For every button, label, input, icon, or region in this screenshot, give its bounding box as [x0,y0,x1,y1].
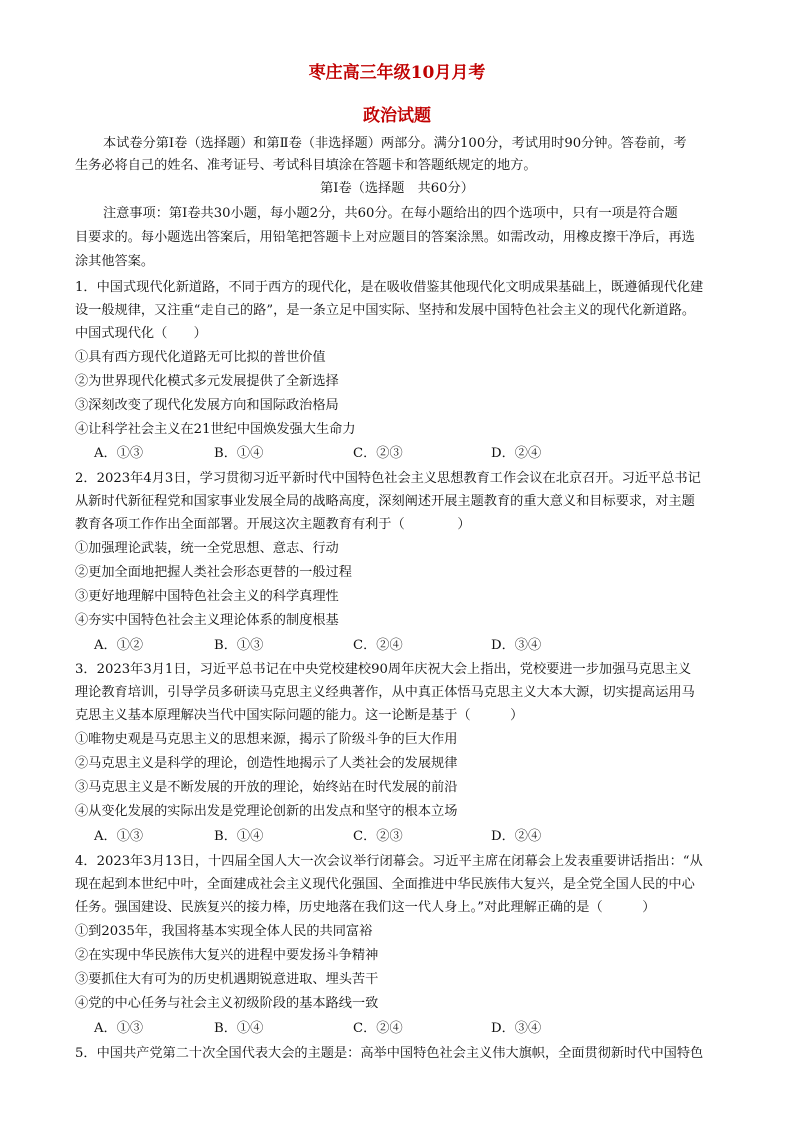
question-1-item: ①具有西方现代化道路无可比拟的普世价值 [75,350,326,365]
question-2-stem: 从新时代新征程党和国家事业发展全局的战略高度，深刻阐述开展主题教育的重大意义和目标要求，对主题 [75,494,695,509]
question-4-item: ②在实现中华民族伟大复兴的进程中要发扬斗争精神 [75,948,379,963]
option-b[interactable]: B．①④ [214,1021,264,1036]
option-d[interactable]: D．③④ [491,638,542,653]
question-3-item: ①唯物史观是马克思主义的思想来源，揭示了阶级斗争的巨大作用 [75,732,458,747]
question-4-stem: 现在起到本世纪中叶，全面建成社会主义现代化强国、全面推进中华民族伟大复兴，是全党全国人民的中心 [75,877,695,892]
question-4-item: ①到2035年，我国将基本实现全体人民的共同富裕 [75,924,373,939]
question-2-item: ②更加全面地把握人类社会形态更替的一般过程 [75,565,352,580]
section-title: 第Ⅰ卷（选择题 共60分） [320,181,474,196]
intro-line: 本试卷分第Ⅰ卷（选择题）和第Ⅱ卷（非选择题）两部分。满分100分，考试用时90分钟。答卷前，考 [103,136,687,151]
question-2-stem: 2．2023年4月3日，学习贯彻习近平新时代中国特色社会主义思想教育工作会议在北京召开。习近平总书记 [75,471,701,486]
question-1-stem: 设一般规律，又注重“走自己的路”，是一条立足中国实际、坚持和发展中国特色社会主义的现代化新道路。 [75,303,696,318]
option-d[interactable]: D．③④ [491,1021,542,1036]
intro-line: 生务必将自己的姓名、准考证号、考试科目填涂在答题卡和答题纸规定的地方。 [75,158,537,173]
notice-line: 目要求的。每小题选出答案后，用铅笔把答题卡上对应题目的答案涂黑。如需改动，用橡皮擦干净后，再选 [75,230,695,245]
question-2-item: ③更好地理解中国特色社会主义的科学真理性 [75,589,339,604]
option-b[interactable]: B．①④ [214,446,264,461]
question-3-item: ④从变化发展的实际出发是党理论创新的出发点和坚守的根本立场 [75,804,458,819]
question-3-item: ②马克思主义是科学的理论，创造性地揭示了人类社会的发展规律 [75,756,458,771]
exam-title: 枣庄高三年级10月月考 [308,63,486,83]
option-b[interactable]: B．①③ [214,638,264,653]
question-3-options [94,826,694,848]
question-5-stem: 5．中国共产党第二十次全国代表大会的主题是：高举中国特色社会主义伟大旗帜，全面贯彻新时代中国特色 [75,1046,704,1061]
question-2-item: ④夯实中国特色社会主义理论体系的制度根基 [75,613,339,628]
question-2-options [94,635,694,657]
option-a[interactable]: A．①③ [94,446,144,461]
question-1-item: ④让科学社会主义在21世纪中国焕发强大生命力 [75,422,356,437]
question-2-stem: 教育各项工作作出全面部署。开展这次主题教育有利于（ ） [75,517,471,532]
question-3-stem: 理论教育培训，引导学员多研读马克思主义经典著作，从中真正体悟马克思主义大本大源，切实提高运用马 [75,685,695,700]
question-1-item: ③深刻改变了现代化发展方向和国际政治格局 [75,398,339,413]
question-4-options [94,1018,694,1040]
exam-subject: 政治试题 [363,106,431,126]
question-1-stem: 中国式现代化（ ） [75,326,207,341]
option-c[interactable]: C．②④ [353,638,403,653]
question-3-stem: 3．2023年3月1日，习近平总书记在中央党校建校90周年庆祝大会上指出，党校要进一步加强马克思主义 [75,662,692,677]
option-d[interactable]: D．②④ [491,829,542,844]
question-4-item: ③要抓住大有可为的历史机遇期锐意进取、埋头苦干 [75,972,379,987]
option-c[interactable]: C．②③ [353,446,403,461]
option-b[interactable]: B．①④ [214,829,264,844]
question-3-stem: 克思主义基本原理解决当代中国实际问题的能力。这一论断是基于（ ） [75,708,524,723]
question-4-stem: 任务。强国建设、民族复兴的接力棒，历史地落在我们这一代人身上。”对此理解正确的是（ ） [75,900,656,915]
option-c[interactable]: C．②④ [353,1021,403,1036]
question-1-options [94,443,694,465]
question-3-item: ③马克思主义是不断发展的开放的理论，始终站在时代发展的前沿 [75,780,458,795]
option-a[interactable]: A．①③ [94,829,144,844]
question-2-item: ①加强理论武装，统一全党思想、意志、行动 [75,541,339,556]
notice-line: 注意事项：第Ⅰ卷共30小题，每小题2分，共60分。在每小题给出的四个选项中，只有一项是符合题 [103,206,678,221]
question-1-item: ②为世界现代化模式多元发展提供了全新选择 [75,374,339,389]
notice-line: 涂其他答案。 [75,254,155,269]
option-d[interactable]: D．②④ [491,446,542,461]
option-a[interactable]: A．①② [94,638,144,653]
question-4-stem: 4．2023年3月13日，十四届全国人大一次会议举行闭幕会。习近平主席在闭幕会上发表重要讲话指出：“从 [75,854,703,869]
option-c[interactable]: C．②③ [353,829,403,844]
option-a[interactable]: A．①③ [94,1021,144,1036]
question-1-stem: 1．中国式现代化新道路，不同于西方的现代化，是在吸收借鉴其他现代化文明成果基础上，既遵循现代化建 [75,280,704,295]
question-4-item: ④党的中心任务与社会主义初级阶段的基本路线一致 [75,996,379,1011]
